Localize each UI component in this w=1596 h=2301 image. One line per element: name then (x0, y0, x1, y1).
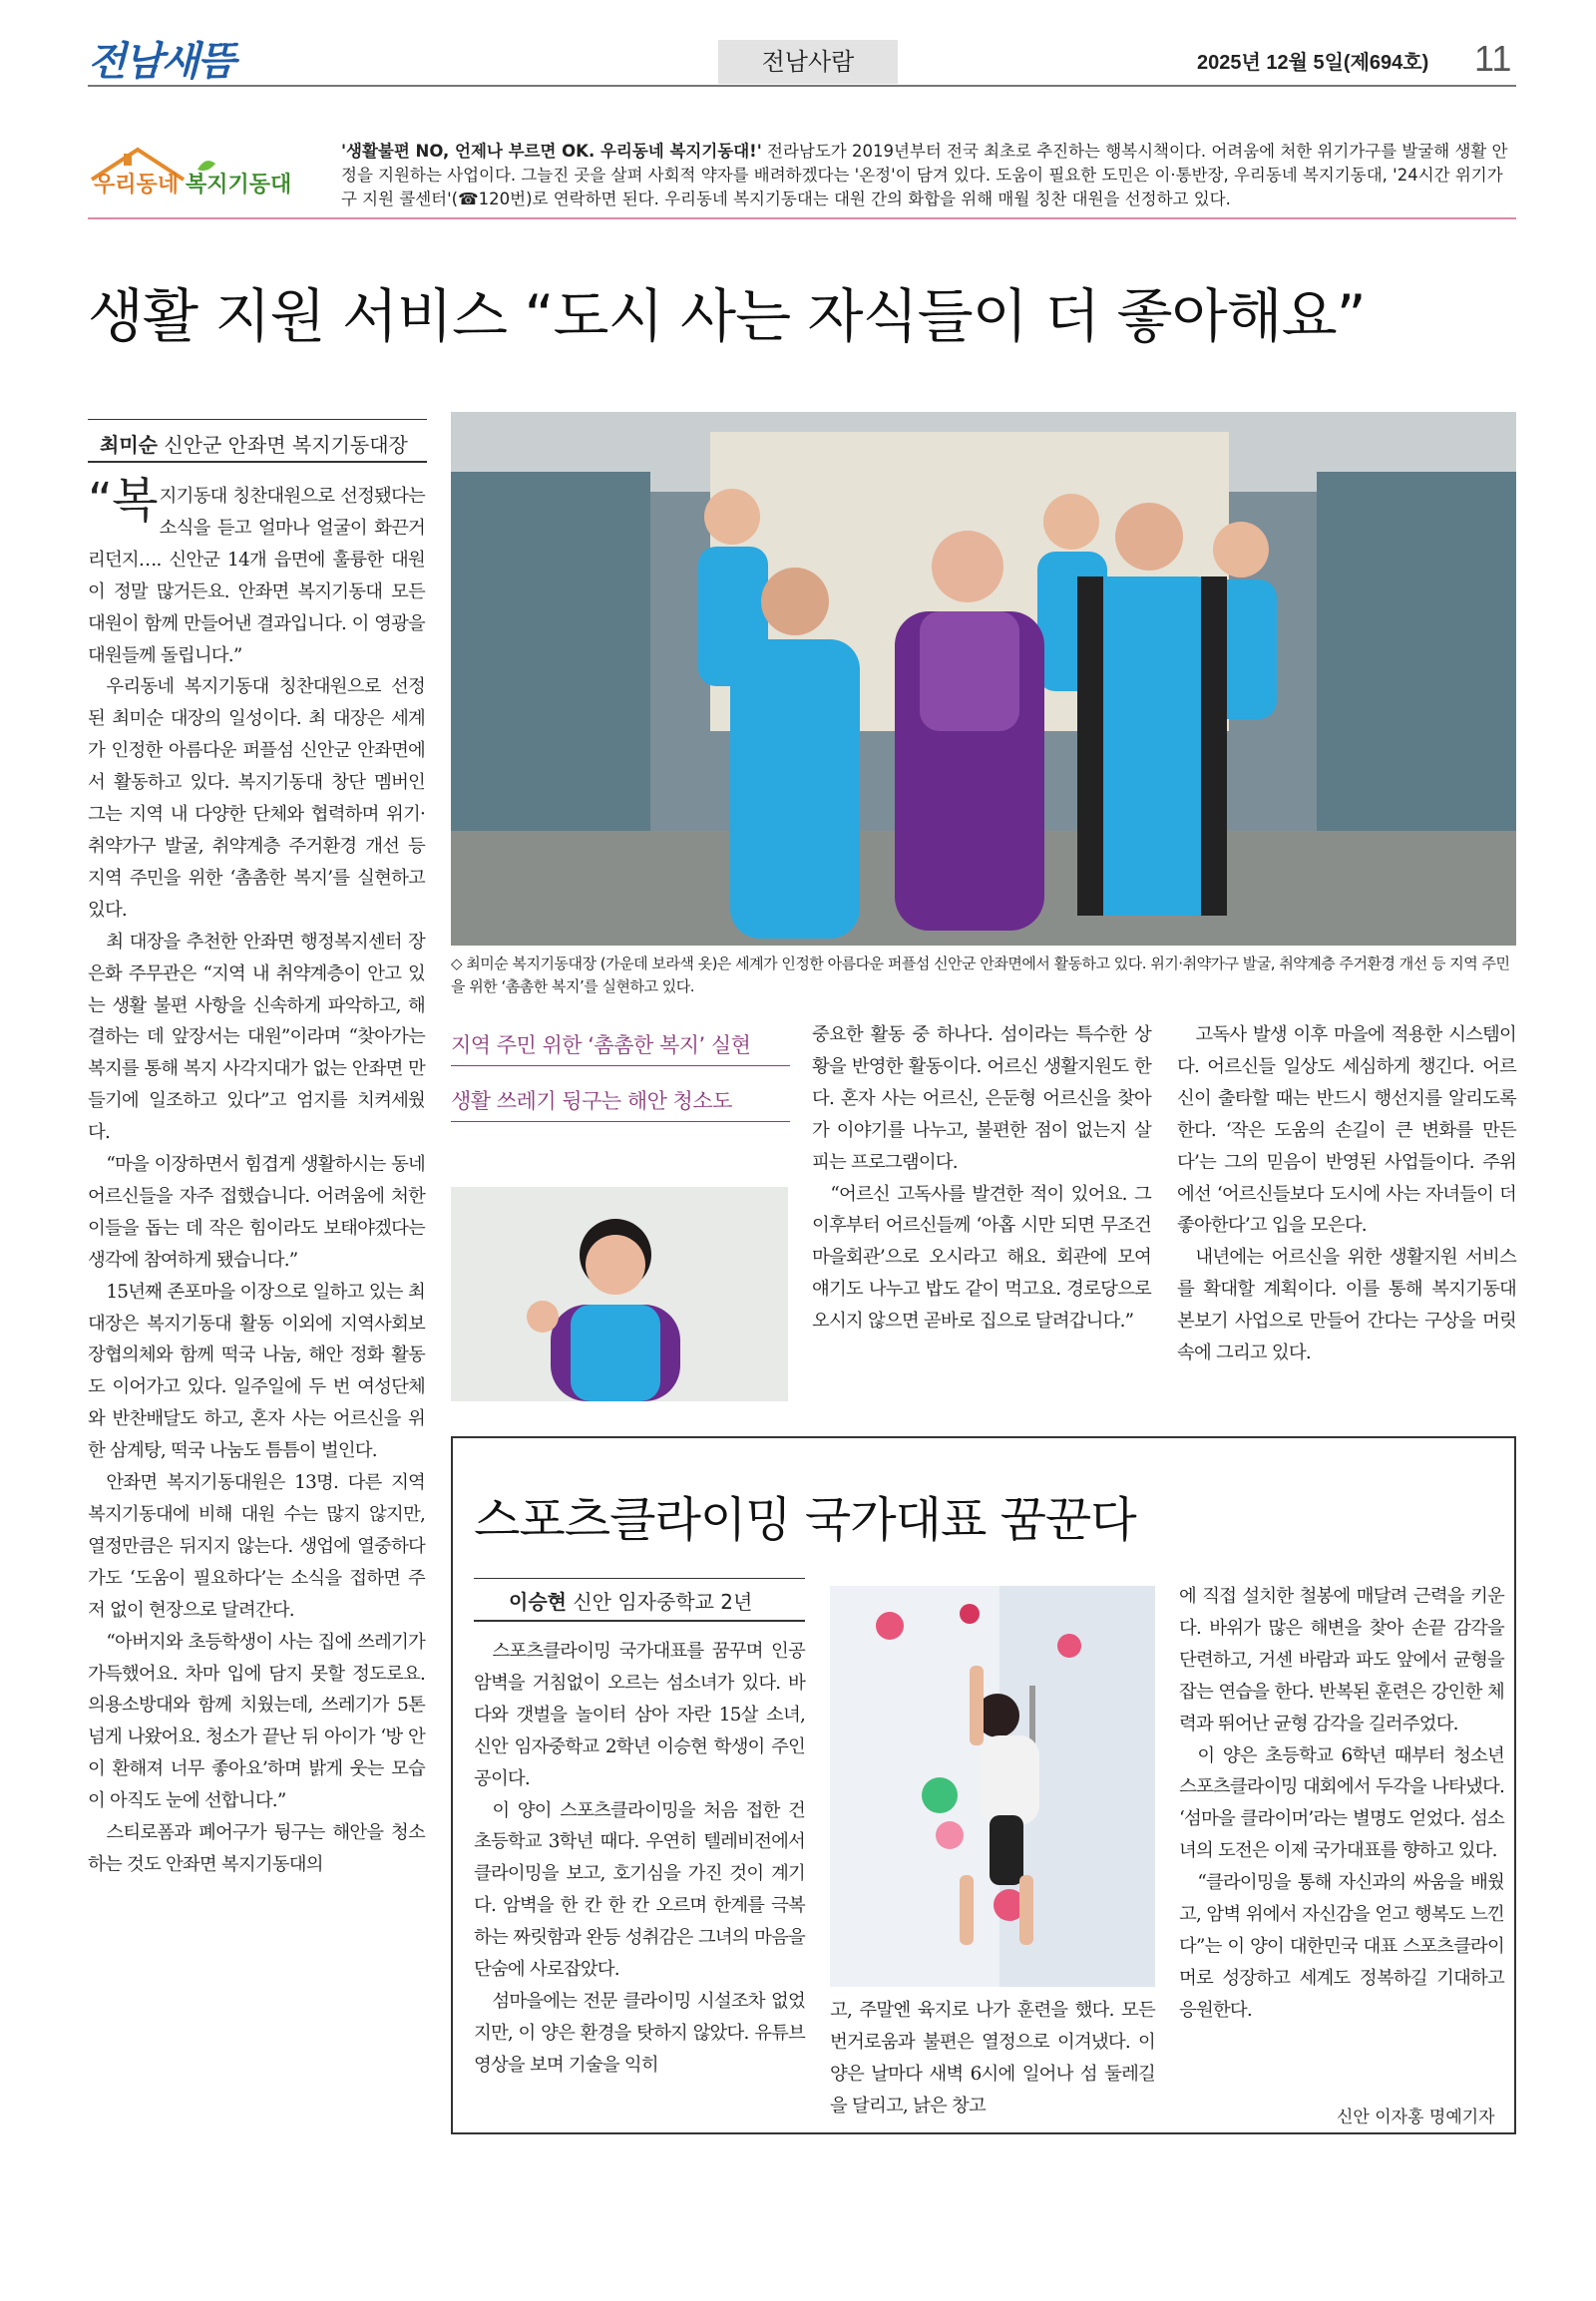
paragraph: 내년에는 어르신을 위한 생활지원 서비스를 확대할 계획이다. 이를 통해 복지기동대 본보기 사업으로 만들어 간다는 구상을 머릿속에 그리고 있다. (1177, 1247, 1516, 1364)
paragraph: “어르신 고독사를 발견한 적이 있어요. 그 이후부터 어르신들께 ‘아홉 시만 되면 무조건 마을회관’으로 오시라고 해요. 회관에 모여 얘기도 나누고 밥도 같이 먹고요. 경로당으로 오시지 않으면 곧바로 집으로 달려갑니다.” (812, 1183, 1151, 1333)
article2-column-1 (474, 1636, 805, 2082)
byline-rule-top (474, 1578, 805, 1579)
paragraph: 안좌면 복지기동대원은 13명. 다른 지역 복지기동대에 비해 대원 수는 많지 않지만, 열정만큼은 뒤지지 않는다. 생업에 열중하다가도 ‘도움이 필요하다’는 소식을 접하면 주저 없이 현장으로 달려간다. (88, 1472, 425, 1621)
climbing-photo (830, 1586, 1155, 1987)
paragraph: 최 대장을 추천한 안좌면 행정복지센터 장은화 주무관은 “지역 내 취약계층이 안고 있는 생활 불편 사항을 신속하게 파악하고, 해결하는 데 앞장서는 대원”이라며 “찾아가는 복지를 통해 복지 사각지대가 없는 안좌면 만들기에 일조하고 있다”고 엄지를 치켜세웠다. (88, 931, 425, 1144)
welfare-team-logo (88, 140, 327, 199)
svg-text:우리동네: 우리동네 (94, 173, 180, 197)
leaf-icon (198, 161, 215, 171)
masthead-logo: 전남새뜸 (88, 39, 234, 85)
byline-rule-bottom (88, 461, 427, 463)
article2-column-3 (1179, 1581, 1504, 2027)
paragraph: 에 직접 설치한 철봉에 매달려 근력을 키운다. 바위가 많은 해변을 찾아 손끝 감각을 단련하고, 거센 바람과 파도 앞에서 균형을 잡는 연습을 한다. 반복된 훈련은 강인한 체력과 뛰어난 균형 감각을 길러주었다. (1179, 1586, 1504, 1734)
issue-date: 2025년 12월 5일(제694호) (1197, 52, 1429, 74)
paragraph: 15년째 존포마을 이장으로 일하고 있는 최 대장은 복지기동대 활동 이외에 지역사회보장협의체와 함께 떡국 나눔, 해안 정화 활동도 이어가고 있다. 일주일에 두 번 여성단체와 반찬배달도 하고, 혼자 사는 어르신을 위한 삼계탕, 떡국 나눔도 틈틈이 벌인다. (88, 1281, 425, 1462)
banner-divider (88, 217, 1516, 219)
box-right-line (1514, 1436, 1516, 2134)
section-label: 전남사람 (718, 40, 898, 84)
byline-rule-top (88, 419, 427, 420)
article1-column-3 (1177, 1019, 1516, 1369)
reporter-credit: 신안 이자홍 명예기자 (1337, 2108, 1495, 2127)
box-left-line (451, 1436, 453, 2134)
header-divider (88, 85, 1516, 87)
byline-title: 신안군 안좌면 복지기동대장 (157, 433, 408, 457)
byline-name: 최미순 (100, 433, 158, 457)
paragraph: 스포츠클라이밍 국가대표를 꿈꾸며 인공 암벽을 거침없이 오르는 섬소녀가 있다. 바다와 갯벌을 놀이터 삼아 자란 15살 소녀, 신안 임자중학교 2학년 이승현 학생이 주인공이다. (474, 1641, 805, 1789)
banner-lead: '생활불편 NO, 언제나 부르면 OK. 우리동네 복지기동대!' (341, 142, 762, 161)
paragraph: 섬마을에는 전문 클라이밍 시설조차 없었지만, 이 양은 환경을 탓하지 않았다. 유튜브 영상을 보며 기술을 익히 (474, 1990, 805, 2076)
byline-title: 신안 임자중학교 2년 (566, 1590, 753, 1614)
article2-column-2 (830, 1995, 1155, 2122)
banner-description (341, 140, 1516, 211)
group-photo (451, 412, 1516, 946)
subhead-1: 지역 주민 위한 ‘촘촘한 복지’ 실현 (451, 1029, 790, 1066)
paragraph: “복지기동대 칭찬대원으로 선정됐다는 소식을 듣고 얼마나 얼굴이 화끈거리던지…. 신안군 14개 읍면에 훌륭한 대원이 정말 많거든요. 안좌면 복지기동대 모든 대원이 함께 만들어낸 결과입니다. 이 영광을 대원들께 돌립니다.” (88, 473, 425, 666)
article1-column-1 (88, 473, 425, 1881)
article1-column-2 (812, 1019, 1151, 1338)
paragraph: 고독사 발생 이후 마을에 적용한 시스템이다. 어르신들 일상도 세심하게 챙긴다. 어르신이 출타할 때는 반드시 행선지를 알리도록 한다. ‘작은 도움의 손길이 큰 변화를 만든다’는 그의 믿음이 반영된 사업들이다. 주위에선 ‘어르신들보다 도시에 사는 자녀들이 더 좋아한다’고 입을 모은다. (1177, 1024, 1516, 1237)
subhead-2: 생활 쓰레기 뒹구는 해안 청소도 (451, 1085, 790, 1122)
article2-byline (509, 1586, 752, 1615)
photo-caption: ◇ 최미순 복지기동대장 (가운데 보라색 옷)은 세계가 인정한 아름다운 퍼플섬 신안군 안좌면에서 활동하고 있다. 위기·취약가구 발굴, 취약계층 주거환경 개선 등 지역 주민을 위한 ‘촘촘한 복지’를 실현하고 있다. (451, 955, 1510, 995)
paragraph: “아버지와 초등학생이 사는 집에 쓰레기가 가득했어요. 차마 입에 담지 못할 정도로요. 의용소방대와 함께 치웠는데, 쓰레기가 5톤 넘게 나왔어요. 청소가 끝난 뒤 아이가 ‘방 안이 환해져 너무 좋아요’하며 밝게 웃는 모습이 아직도 눈에 선합니다.” (88, 1631, 425, 1812)
paragraph: 고, 주말엔 육지로 나가 훈련을 했다. 모든 번거로움과 불편은 열정으로 이겨냈다. 이 양은 날마다 새벽 6시에 일어나 섬 둘레길을 달리고, 낡은 창고 (830, 2000, 1155, 2116)
paragraph: 우리동네 복지기동대 칭찬대원으로 선정된 최미순 대장의 일성이다. 최 대장은 세계가 인정한 아름다운 퍼플섬 신안군 안좌면에서 활동하고 있다. 복지기동대 창단 멤버인 그는 지역 내 다양한 단체와 협력하며 위기·취약가구 발굴, 취약계층 주거환경 개선 등 지역 주민을 위한 ‘촘촘한 복지’를 실현하고 있다. (88, 676, 425, 921)
paragraph: 이 양은 초등학교 6학년 때부터 청소년 스포츠클라이밍 대회에서 두각을 나타냈다. ‘섬마을 클라이머’라는 별명도 얻었다. 섬소녀의 도전은 이제 국가대표를 향하고 있다. (1179, 1744, 1504, 1862)
portrait-photo (451, 1187, 788, 1401)
paragraph: “클라이밍을 통해 자신과의 싸움을 배웠고, 암벽 위에서 자신감을 얻고 행복도 느낀다”는 이 양이 대한민국 대표 스포츠클라이머로 성장하고 세계도 정복하길 기대하고 응원한다. (1179, 1872, 1504, 2021)
paragraph: 이 양이 스포츠클라이밍을 처음 접한 건 초등학교 3학년 때다. 우연히 텔레비전에서 클라이밍을 보고, 호기심을 가진 것이 계기다. 암벽을 한 칸 한 칸 오르며 한계를 극복하는 짜릿함과 완등 성취감은 그녀의 마음을 단숨에 사로잡았다. (474, 1799, 805, 1981)
article2-headline: 스포츠클라이밍 국가대표 꿈꾼다 (474, 1492, 1136, 1548)
paragraph: “마을 이장하면서 힘겹게 생활하시는 동네 어르신들을 자주 접했습니다. 어려움에 처한 이들을 돕는 데 작은 힘이라도 보태야겠다는 생각에 참여하게 됐습니다.” (88, 1154, 425, 1271)
box-top-line (451, 1436, 1516, 1438)
byline-rule-bottom (474, 1620, 805, 1622)
box-bottom-line (451, 2132, 1516, 2134)
article1-headline: 생활 지원 서비스 “도시 사는 자식들이 더 좋아해요” (88, 282, 1366, 350)
banner-body: 전라남도가 2019년부터 전국 최초로 추진하는 행복시책이다. 어려움에 처한 위기가구를 발굴해 생활 안정을 지원하는 사업이다. 그늘진 곳을 살펴 사회적 약자를 배려하겠다는 '온정'이 담겨 있다. 도움이 필요한 도민은 이·통반장, 우리동네 복지기동대, '24시간 위기가구 지원 콜센터'(☎120번)로 연락하면 된다. 우리동네 복지기동대는 대원 간의 화합을 위해 매월 칭찬 대원을 선정하고 있다. (341, 142, 1508, 208)
byline-name: 이승현 (509, 1590, 567, 1614)
paragraph: 스티로폼과 폐어구가 뒹구는 해안을 청소하는 것도 안좌면 복지기동대의 (88, 1822, 425, 1875)
article1-byline (100, 429, 408, 458)
page-number: 11 (1474, 38, 1512, 79)
svg-text:복지기동대: 복지기동대 (186, 173, 292, 197)
paragraph: 중요한 활동 중 하나다. 섬이라는 특수한 상황을 반영한 활동이다. 어르신 생활지원도 한다. 혼자 사는 어르신, 은둔형 어르신을 찾아가 이야기를 나누고, 불편한 점이 없는지 살피는 프로그램이다. (812, 1024, 1151, 1173)
drop-cap: “복 (88, 473, 158, 529)
